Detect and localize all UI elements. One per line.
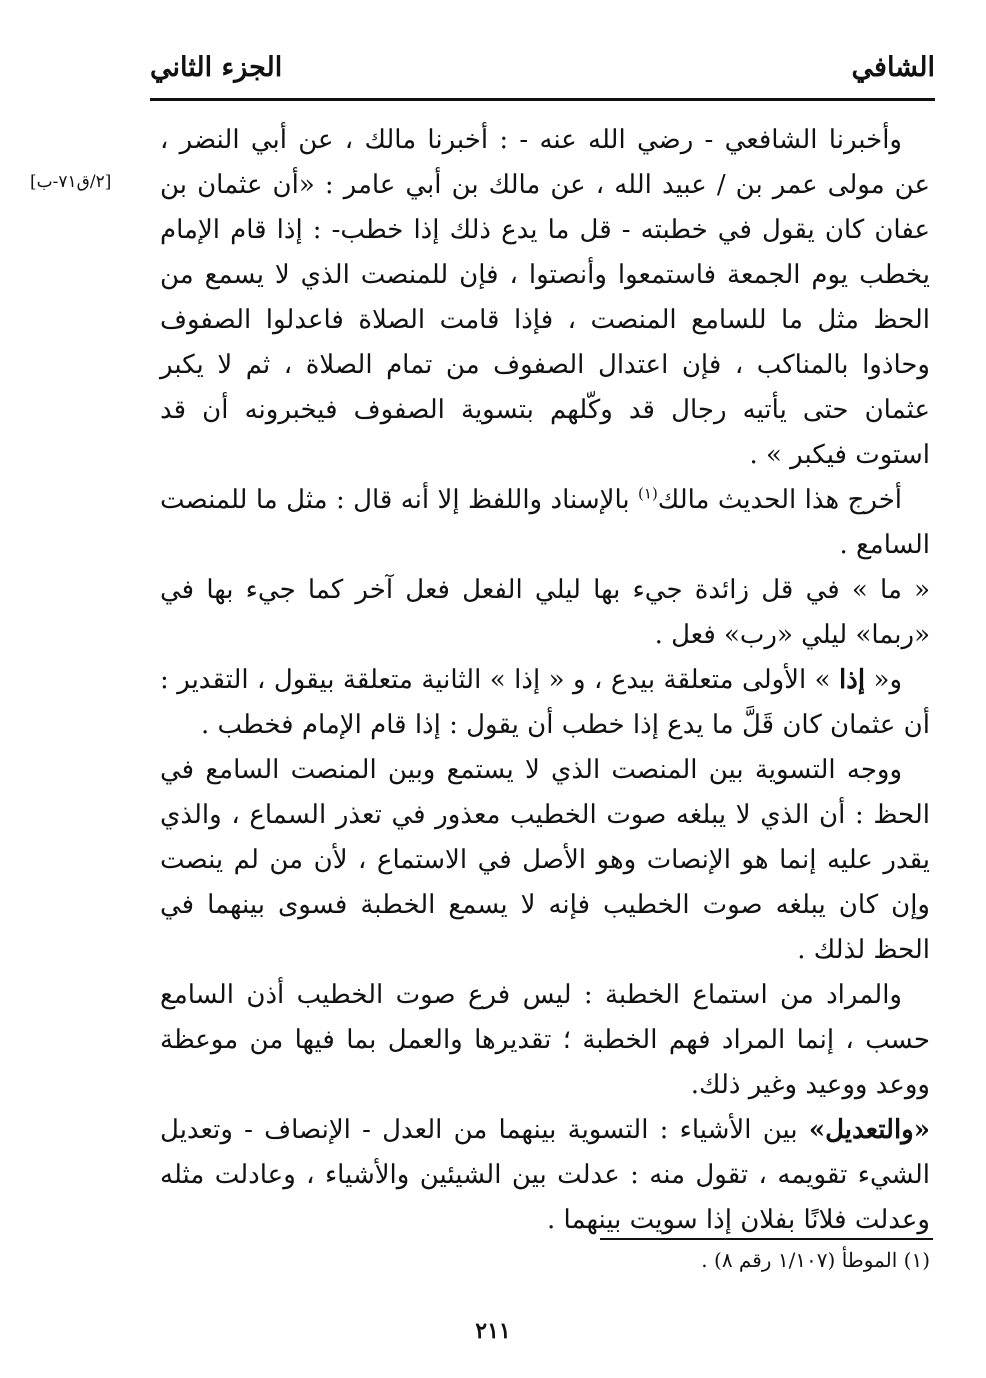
volume-title: الجزء الثاني xyxy=(150,52,283,83)
paragraph-idha-rest: » الأولى متعلقة بيدع ، و « إذا » الثانية متعلقة بيقول ، التقدير : أن عثمان كان قَلَّ ما يدع إذا خطب أن يقول : إذا قام الإمام فخطب . xyxy=(160,665,930,740)
footnote-rule xyxy=(600,1238,933,1240)
paragraph-takhrij-text: أخرج هذا الحديث مالك xyxy=(657,485,902,515)
body-text xyxy=(160,118,930,1243)
book-title: الشافي xyxy=(851,52,935,83)
paragraph-takhrij-rest: بالإسناد واللفظ إلا أنه قال : مثل ما للمنصت السامع . xyxy=(160,485,930,560)
paragraph-takhrij xyxy=(160,478,930,568)
paragraph-idha-prefix: و« xyxy=(865,665,902,695)
paragraph-idha xyxy=(160,658,930,748)
paragraph-tadil xyxy=(160,1108,930,1243)
footnote-marker: (١) xyxy=(638,484,658,503)
paragraph-taswiya: ووجه التسوية بين المنصت الذي لا يستمع وبين المنصت السامع في الحظ : أن الذي لا يبلغه صوت الخطيب معذور في تعذر السماع ، والذي يقدر عليه إنما هو الإنصات وهو الأصل في الاستماع ، لأن من لم ينصت وإن كان يبلغه صوت الخطيب فإنه لا يسمع الخطبة فسوى بينهما في الحظ لذلك . xyxy=(160,755,930,965)
paragraph-idha-term: إذا xyxy=(839,665,866,695)
header-rule xyxy=(150,98,935,101)
running-header xyxy=(150,52,935,92)
paragraph-ma: « ما » في قل زائدة جيء بها ليلي الفعل فعل آخر كما جيء بها في «ربما» ليلي «رب» فعل . xyxy=(160,575,930,650)
paragraph-tadil-term: «والتعديل» xyxy=(808,1115,930,1145)
paragraph-istima: والمراد من استماع الخطبة : ليس فرع صوت الخطيب أذن السامع حسب ، إنما المراد فهم الخطبة ؛ تقديرها والعمل بما فيها من موعظة ووعد ووعيد وغير ذلك. xyxy=(160,980,930,1100)
page-number: ٢١١ xyxy=(475,1318,511,1344)
footnote: (١) الموطأ (١/١٠٧ رقم ٨) . xyxy=(701,1248,930,1272)
manuscript-folio-note: [٢/ق٧١-ب] xyxy=(30,172,112,192)
paragraph-hadith: وأخبرنا الشافعي - رضي الله عنه - : أخبرنا مالك ، عن أبي النضر ، عن مولى عمر بن / عبيد الله ، عن مالك بن أبي عامر : «أن عثمان بن عفان كان يقول في خطبته - قل ما يدع ذلك إذا خطب- : إذا قام الإمام يخطب يوم الجمعة فاستمعوا وأنصتوا ، فإن للمنصت الذي لا يسمع من الحظ مثل ما للسامع المنصت ، فإذا قامت الصلاة فاعدلوا الصفوف وحاذوا بالمناكب ، فإن اعتدال الصفوف من تمام الصلاة ، ثم لا يكبر عثمان حتى يأتيه رجال قد وكّلهم بتسوية الصفوف فيخبرونه أن قد استوت فيكبر » . xyxy=(160,125,930,470)
paragraph-tadil-rest: بين الأشياء : التسوية بينهما من العدل - الإنصاف - وتعديل الشيء تقويمه ، تقول منه : عدلت بين الشيئين والأشياء ، وعادلت مثله وعدلت فلانًا بفلان إذا سويت بينهما . xyxy=(160,1115,930,1235)
